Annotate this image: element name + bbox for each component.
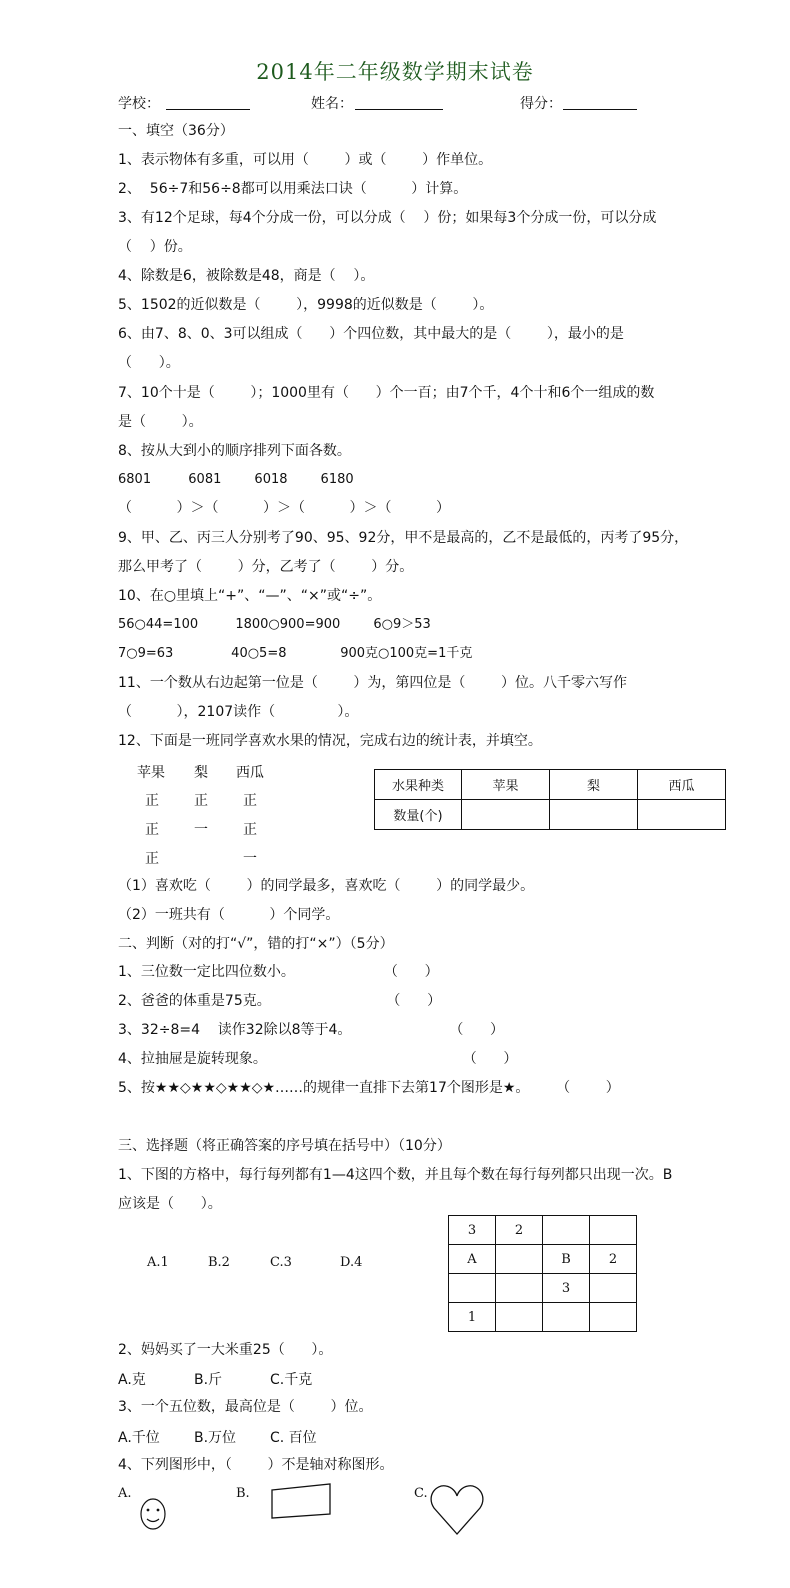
score-blank[interactable]	[563, 109, 637, 110]
tally-mark: 正	[145, 851, 159, 867]
tally-head-apple: 苹果	[137, 765, 165, 781]
table-cell-input[interactable]	[462, 800, 550, 830]
table-header-cell: 水果种类	[375, 770, 462, 800]
s1-q1: 1、表示物体有多重，可以用（ ）或（ ）作单位。	[118, 152, 493, 168]
option-b: B.万位	[194, 1430, 237, 1446]
heart-icon	[428, 1482, 486, 1538]
option-b: B.	[236, 1486, 250, 1501]
option-a: A.	[118, 1486, 132, 1501]
table-header-cell: 梨	[550, 770, 638, 800]
grid-cell	[590, 1303, 637, 1332]
table-row	[449, 1245, 637, 1274]
grid-cell	[496, 1245, 543, 1274]
tally-mark: 正	[243, 793, 257, 809]
s1-q9-line1: 9、甲、乙、丙三人分别考了90、95、92分，甲不是最高的，乙不是最低的，丙考了95分，	[118, 530, 689, 546]
s1-q10-row1: 56○44=100 1800○900=900 6○9＞53	[118, 617, 431, 632]
s3-q3: 3、一个五位数，最高位是（ ）位。	[118, 1399, 373, 1415]
grid-cell: 2	[496, 1216, 543, 1245]
tally-mark: 正	[194, 793, 208, 809]
grid-cell: A	[449, 1245, 496, 1274]
s1-q7-line1: 7、10个十是（ ）；1000里有（ ）个一百；由7个千，4个十和6个一组成的数	[118, 385, 655, 401]
grid-cell	[590, 1274, 637, 1303]
section1-header: 一、填空（36分）	[118, 123, 234, 139]
s1-q11-line2: （ ），2107读作（ ）。	[118, 704, 359, 720]
table-cell-input[interactable]	[638, 800, 726, 830]
tally-mark: 正	[145, 793, 159, 809]
s3-q2: 2、妈妈买了一大米重25（ ）。	[118, 1342, 333, 1358]
name-blank[interactable]	[355, 109, 443, 110]
grid-cell	[496, 1303, 543, 1332]
table-row	[375, 770, 726, 800]
table-row	[449, 1274, 637, 1303]
page-title: 2014年二年级数学期末试卷	[256, 60, 534, 84]
s1-q8-numbers: 6801 6081 6018 6180	[118, 472, 354, 487]
s1-q12: 12、下面是一班同学喜欢水果的情况，完成右边的统计表，并填空。	[118, 733, 542, 749]
s2-q4: 4、拉抽屉是旋转现象。 （ ）	[118, 1051, 518, 1067]
tally-head-pear: 梨	[194, 765, 208, 781]
option-c: C.	[414, 1486, 428, 1501]
grid-cell: 3	[543, 1274, 590, 1303]
option-c: C. 百位	[270, 1430, 317, 1446]
tally-head-melon: 西瓜	[236, 765, 264, 781]
s1-q5: 5、1502的近似数是（ ），9998的近似数是（ ）。	[118, 297, 494, 313]
s1-q9-line2: 那么甲考了（ ）分，乙考了（ ）分。	[118, 559, 414, 575]
s2-q3: 3、32÷8=4 读作32除以8等于4。 （ ）	[118, 1022, 505, 1038]
s1-q7-line2: 是（ ）。	[118, 414, 203, 430]
tally-mark: 正	[145, 822, 159, 838]
s1-q8: 8、按从大到小的顺序排列下面各数。	[118, 443, 351, 459]
number-grid	[448, 1215, 637, 1332]
table-header-cell: 西瓜	[638, 770, 726, 800]
grid-cell	[496, 1274, 543, 1303]
table-row	[449, 1303, 637, 1332]
grid-cell	[543, 1303, 590, 1332]
table-header-cell: 苹果	[462, 770, 550, 800]
table-row	[449, 1216, 637, 1245]
s1-q2: 2、 56÷7和56÷8都可以用乘法口诀（ ）计算。	[118, 181, 468, 197]
grid-cell	[449, 1274, 496, 1303]
s1-q8-order: （ ）＞（ ）＞（ ）＞（ ）	[118, 500, 451, 516]
grid-cell: 1	[449, 1303, 496, 1332]
tally-mark: 正	[243, 822, 257, 838]
s1-q12-sub1: （1）喜欢吃（ ）的同学最多，喜欢吃（ ）的同学最少。	[118, 878, 535, 894]
s1-q3-line2: （ ）份。	[118, 239, 192, 255]
name-label: 姓名：	[311, 96, 353, 112]
school-blank[interactable]	[166, 109, 250, 110]
s2-q1: 1、三位数一定比四位数小。 （ ）	[118, 964, 439, 980]
score-label: 得分：	[520, 96, 562, 112]
s1-q6-line1: 6、由7、8、0、3可以组成（ ）个四位数，其中最大的是（ ），最小的是	[118, 326, 624, 342]
grid-cell	[590, 1216, 637, 1245]
option-b: B.2	[208, 1255, 230, 1270]
s2-q2: 2、爸爸的体重是75克。 （ ）	[118, 993, 442, 1009]
school-label: 学校：	[118, 96, 160, 112]
section3-header: 三、选择题（将正确答案的序号填在括号中）（10分）	[118, 1138, 451, 1154]
s1-q10: 10、在○里填上“+”、“—”、“×”或“÷”。	[118, 588, 382, 604]
s1-q11-line1: 11、一个数从右边起第一位是（ ）为，第四位是（ ）位。八千零六写作	[118, 675, 628, 691]
tally-mark: 一	[194, 822, 208, 838]
table-cell: 数量(个)	[375, 800, 462, 830]
option-c: C.千克	[270, 1372, 313, 1388]
s1-q3-line1: 3、有12个足球，每4个分成一份，可以分成（ ）份；如果每3个分成一份，可以分成	[118, 210, 657, 226]
option-a: A.1	[147, 1255, 169, 1270]
s3-q1-line2: 应该是（ ）。	[118, 1196, 222, 1212]
s1-q10-row2: 7○9=63 40○5=8 900克○100克=1千克	[118, 646, 473, 661]
option-d: D.4	[340, 1255, 363, 1270]
option-a: A.千位	[118, 1430, 160, 1446]
quadrilateral-icon	[268, 1482, 334, 1522]
s2-q5: 5、按★★◇★★◇★★◇★……的规律一直排下去第17个图形是★。 （ ）	[118, 1080, 620, 1096]
s1-q4: 4、除数是6，被除数是48，商是（ ）。	[118, 268, 375, 284]
s1-q12-sub2: （2）一班共有（ ）个同学。	[118, 907, 340, 923]
smiley-face-icon	[138, 1496, 170, 1532]
tally-mark: 一	[243, 851, 257, 867]
table-cell-input[interactable]	[550, 800, 638, 830]
grid-cell: 2	[590, 1245, 637, 1274]
grid-cell: 3	[449, 1216, 496, 1245]
section2-header: 二、判断（对的打“√”，错的打“×”）（5分）	[118, 936, 394, 952]
s1-q6-line2: （ ）。	[118, 355, 180, 371]
s3-q4: 4、下列图形中，（ ）不是轴对称图形。	[118, 1457, 394, 1473]
table-row	[375, 800, 726, 830]
s3-q1-line1: 1、下图的方格中，每行每列都有1—4这四个数，并且每个数在每行每列都只出现一次。B	[118, 1167, 673, 1183]
grid-cell	[543, 1216, 590, 1245]
option-a: A.克	[118, 1372, 146, 1388]
option-b: B.斤	[194, 1372, 223, 1388]
option-c: C.3	[270, 1255, 292, 1270]
grid-cell: B	[543, 1245, 590, 1274]
fruit-stats-table	[374, 769, 726, 830]
